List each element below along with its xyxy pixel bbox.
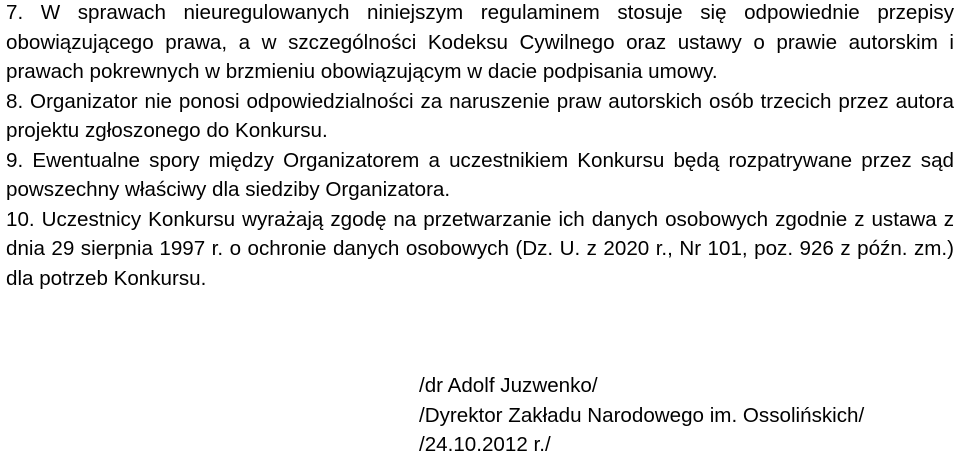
paragraph-9: 9. Ewentualne spory między Organizatorem a uczestnikiem Konkursu będą rozpatrywane przez sąd powszechny właściwy dla siedziby Organizatora. [6, 148, 954, 201]
signature-block [419, 371, 959, 460]
signature-date: /24.10.2012 r./ [419, 433, 551, 456]
signatory-title: /Dyrektor Zakładu Narodowego im. Ossolińskich/ [419, 403, 865, 427]
paragraph-7: 7. W sprawach nieuregulowanych niniejszym regulaminem stosuje się odpowiednie przepisy obowiązującego prawa, a w szczególności Kodeksu Cywilnego oraz ustawy o prawie autorskim i prawach pokrewnych w brzmieniu obowiązującym w dacie podpisania umowy. [6, 1, 954, 83]
regulations-text [6, 0, 954, 295]
paragraph-10: 10. Uczestnicy Konkursu wyrażają zgodę na przetwarzanie ich danych osobowych zgodnie z ustawa z dnia 29 sierpnia 1997 r. o ochronie danych osobowych (Dz. U. z 2020 r., Nr 101, poz. 926 z późn. zm.) dla potrzeb Konkursu. [6, 207, 954, 290]
paragraph-8: 8. Organizator nie ponosi odpowiedzialności za naruszenie praw autorskich osób trzecich przez autora projektu zgłoszonego do Konkursu. [6, 89, 954, 142]
signatory-name: /dr Adolf Juzwenko/ [419, 374, 598, 397]
